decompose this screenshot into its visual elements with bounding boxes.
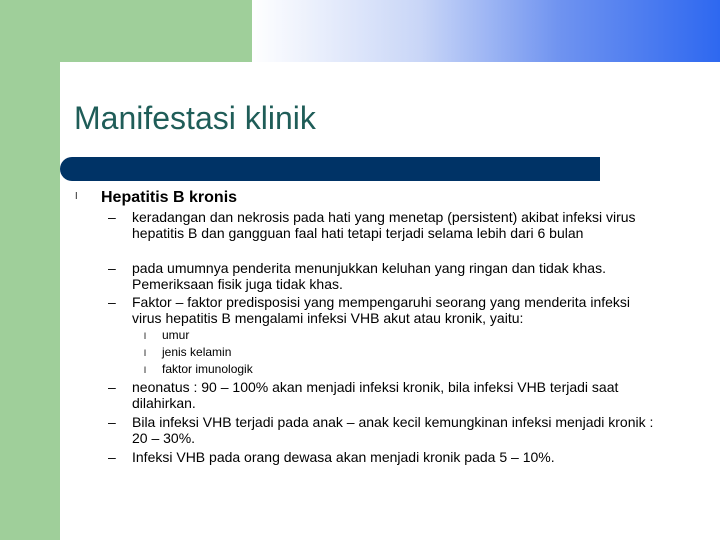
list-item-text: Bila infeksi VHB terjadi pada anak – anak kecil kemungkinan infeksi menjadi kronik : 20 – 30%.	[132, 414, 654, 446]
dash-marker: –	[108, 294, 116, 310]
sub-list-item	[144, 361, 253, 379]
list-item-text: Faktor – faktor predisposisi yang mempengaruhi seorang yang menderita infeksi virus hepatitis B mengalami infeksi VHB akut atau kronik, yaitu:	[132, 294, 631, 326]
dash-marker: –	[108, 260, 116, 276]
sub-list-item	[144, 344, 231, 362]
list-item-text: keradangan dan nekrosis pada hati yang menetap (persistent) akibat infeksi virus hepatitis B dan gangguan faal hati tetapi terjadi selama lebih dari 6 bulan	[132, 209, 636, 241]
title-underline-bar	[60, 157, 600, 181]
section-heading: Hepatitis B kronis	[101, 189, 238, 206]
sub-list-item-text: faktor imunologik	[162, 362, 253, 376]
dash-marker: –	[108, 449, 116, 465]
green-side-bar	[0, 0, 60, 540]
dash-marker: –	[108, 414, 116, 430]
bullet-marker: l	[144, 331, 146, 341]
dash-marker: –	[108, 209, 116, 225]
sub-list-item-text: jenis kelamin	[162, 345, 232, 359]
bullet-marker: l	[75, 192, 78, 202]
bullet-marker: l	[144, 348, 146, 358]
list-item-text: Infeksi VHB pada orang dewasa akan menjadi kronik pada 5 – 10%.	[132, 449, 555, 465]
list-item-text: pada umumnya penderita menunjukkan keluhan yang ringan dan tidak khas. Pemeriksaan fisik juga tidak khas.	[132, 260, 606, 292]
dash-marker: –	[108, 379, 116, 395]
list-item-text: neonatus : 90 – 100% akan menjadi infeksi kronik, bila infeksi VHB terjadi saat dilahirkan.	[132, 379, 619, 411]
bullet-marker: l	[144, 365, 146, 375]
sub-list-item	[144, 327, 189, 345]
slide-title: Manifestasi klinik	[74, 100, 316, 136]
sub-list-item-text: umur	[162, 328, 190, 342]
